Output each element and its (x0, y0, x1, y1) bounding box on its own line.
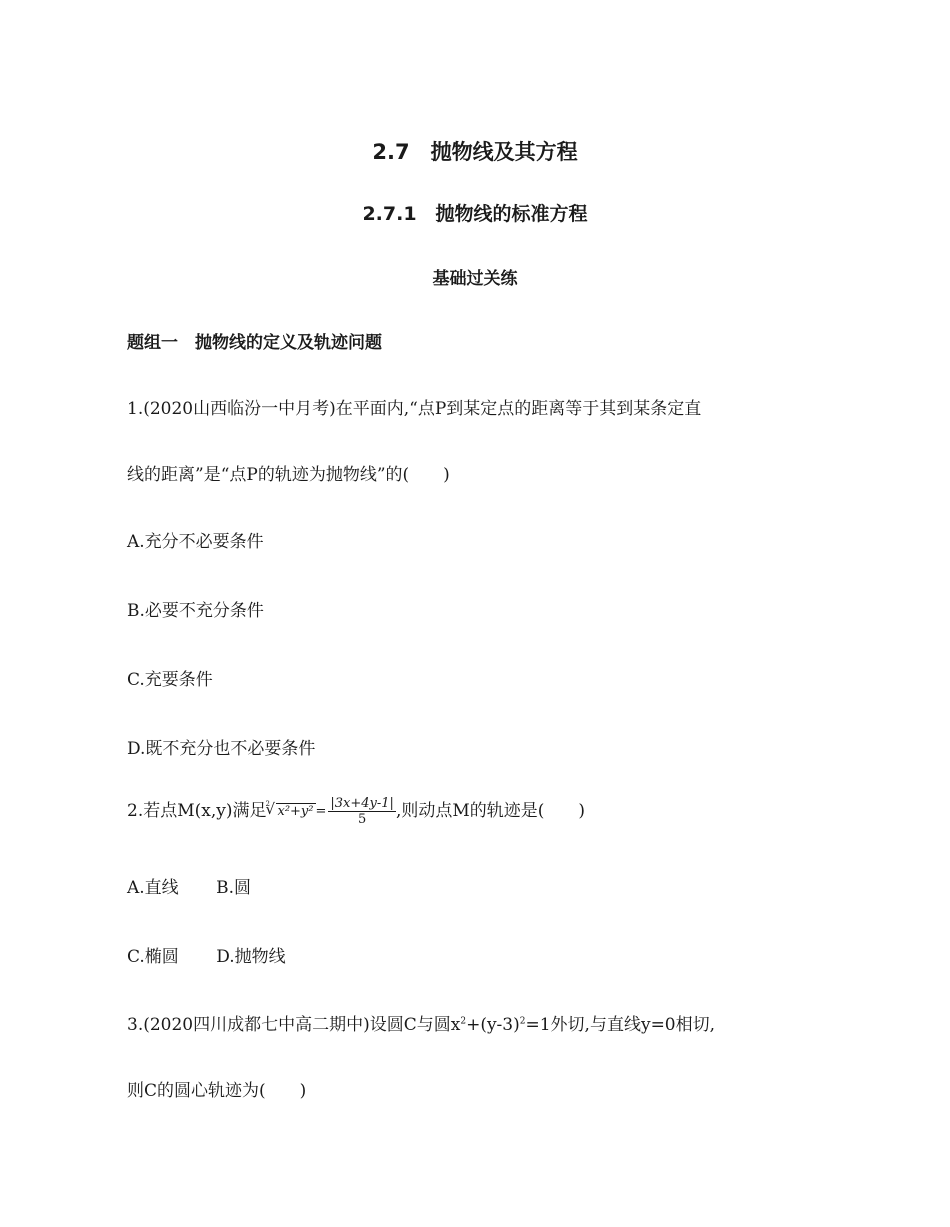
chapter-title: 2.7 抛物线及其方程 (372, 140, 578, 164)
equals-sign: = (315, 804, 327, 819)
q2-options-ab (127, 873, 251, 898)
q3-sup1: 2 (460, 1016, 467, 1027)
group-heading: 题组一 抛物线的定义及轨迹问题 (127, 333, 382, 353)
q3-line2: 则C的圆心轨迹为( ) (127, 1081, 307, 1101)
q1-option-b: B.必要不充分条件 (127, 601, 264, 621)
q3-line1-b: +(y-3) (466, 1015, 520, 1035)
q2-stem (127, 796, 585, 827)
fraction (328, 796, 396, 827)
q3-line1-a: 3.(2020四川成都七中高二期中)设圆C与圆x (127, 1015, 461, 1035)
radical (265, 800, 316, 819)
q3-sup2: 2 (519, 1016, 526, 1027)
q2-option-c: C.椭圆 (127, 947, 179, 967)
q1-option-a: A.充分不必要条件 (127, 532, 264, 552)
q2-option-d: D.抛物线 (216, 947, 286, 967)
q2-options-cd (127, 942, 286, 967)
q2-option-b: B.圆 (216, 878, 251, 898)
q1-line2: 线的距离”是“点P的轨迹为抛物线”的( ) (127, 465, 450, 485)
radicand: x²+y² (277, 804, 314, 819)
q1-option-c: C.充要条件 (127, 670, 213, 690)
q1-option-d: D.既不充分也不必要条件 (127, 739, 316, 759)
q2-prefix: 2.若点M(x,y)满足 (127, 801, 267, 821)
q2-formula (267, 796, 396, 827)
subsection-title: 基础过关练 (432, 269, 518, 289)
root-index: √ 2 (265, 800, 270, 808)
q1-line1: 1.(2020山西临汾一中月考)在平面内,“点P到某定点的距离等于其到某条定直 (127, 399, 702, 419)
q3-line1-c: =1外切,与直线y=0相切, (525, 1015, 716, 1035)
q2-option-a: A.直线 (127, 878, 179, 898)
q2-suffix: ,则动点M的轨迹是( ) (395, 801, 586, 821)
denominator: 5 (358, 812, 367, 827)
numerator: |3x+4y-1| (330, 796, 394, 811)
section-title: 2.7.1 抛物线的标准方程 (362, 203, 588, 225)
q3-line1 (127, 1010, 715, 1035)
